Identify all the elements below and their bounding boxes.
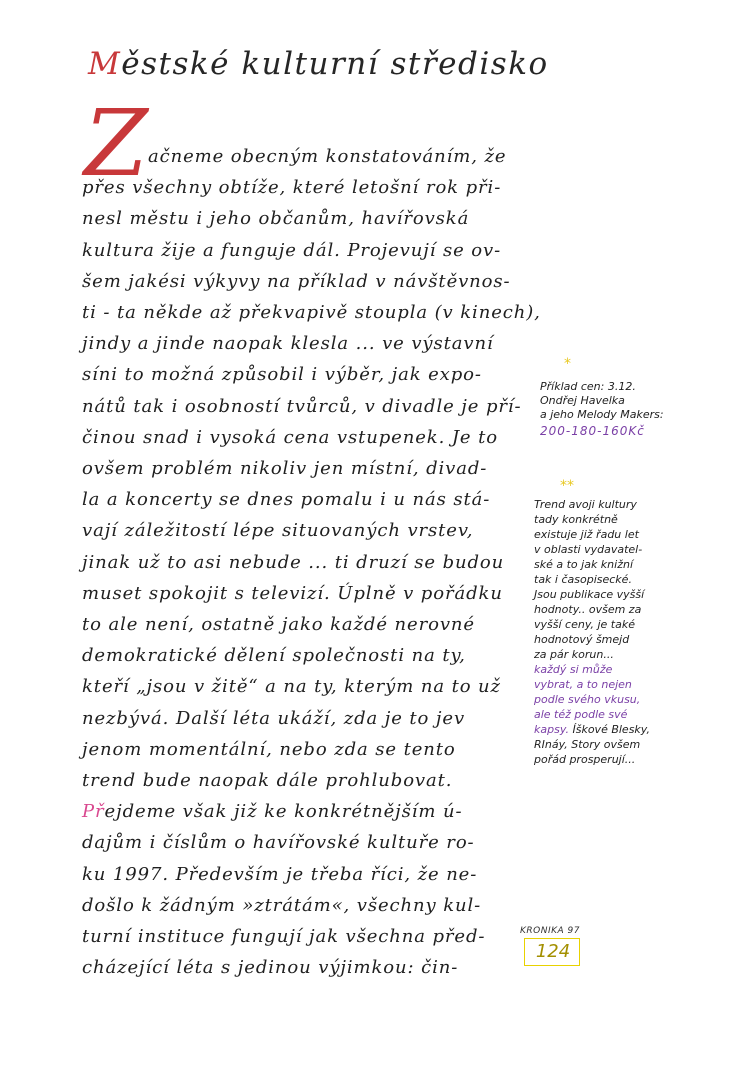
body-line-text: jindy a jinde naopak klesla ... ve výstavní xyxy=(82,333,494,354)
body-line xyxy=(82,770,452,792)
body-line-text: dajům i číslům o havířovské kultuře ro- xyxy=(82,832,475,853)
body-line xyxy=(82,708,465,730)
body-line-text: přes všechny obtíže, které letošní rok při- xyxy=(82,177,502,198)
body-line xyxy=(148,146,506,168)
note-purple-line: ale též podle své xyxy=(534,708,628,721)
body-line xyxy=(82,645,466,667)
body-line xyxy=(82,520,473,542)
body-line xyxy=(82,364,482,386)
note-line: Příklad cen: 3.12. xyxy=(540,380,636,393)
body-line xyxy=(82,302,541,324)
note-line: Ondřej Havelka xyxy=(540,394,625,407)
body-line-text: ovšem problém nikoliv jen místní, divad- xyxy=(82,458,488,479)
note-line: existuje již řadu let xyxy=(534,528,639,541)
body-line-text: nesl městu i jeho občanům, havířovská xyxy=(82,208,470,229)
body-line-text: kteří „jsou v žitě“ a na ty, kterým na to už xyxy=(82,676,501,697)
body-line xyxy=(82,926,485,948)
note-line: vyšší ceny, je také xyxy=(534,618,635,631)
note-purple-text: kapsy. xyxy=(534,723,573,736)
body-line xyxy=(82,396,522,418)
note-line: hodnoty.. ovšem za xyxy=(534,603,642,616)
note-line: a jeho Melody Makers: xyxy=(540,408,664,421)
note-prices: 200-180-160Kč xyxy=(540,424,645,438)
note-purple-line: každý si může xyxy=(534,663,613,676)
body-line-text: ejdeme však již ke konkrétnějším ú- xyxy=(104,801,463,822)
body-line xyxy=(82,489,490,511)
body-line-text: činou snad i vysoká cena vstupenek. Je to xyxy=(82,427,498,448)
body-line xyxy=(82,333,494,355)
body-line-text: jinak už to asi nebude ... ti druzí se budou xyxy=(82,552,505,573)
body-line xyxy=(82,271,511,293)
body-line xyxy=(82,739,456,761)
body-line-text: la a koncerty se dnes pomalu i u nás stá- xyxy=(82,489,491,510)
footnote-double-star-icon: ** xyxy=(560,478,574,494)
note-line: RInáy, Story ovšem xyxy=(534,738,641,751)
note-text: Íškové Blesky, xyxy=(572,723,650,736)
page-number: 124 xyxy=(524,938,580,966)
paragraph-initial: Př xyxy=(82,801,105,822)
body-line-text: šem jakési výkyvy na příklad v návštěvnos- xyxy=(82,271,511,292)
footnote-star-icon: * xyxy=(564,356,571,372)
chronicle-label: KRONIKA 97 xyxy=(520,926,580,936)
body-line xyxy=(82,832,475,854)
note-line: ské a to jak knižní xyxy=(534,558,634,571)
drop-cap: Z xyxy=(84,90,148,197)
body-line-text: ti - ta někde až překvapivě stoupla (v kinech), xyxy=(82,302,541,323)
body-line-text: nátů tak i osobností tvůrců, v divadle je pří- xyxy=(82,396,522,417)
body-line-text: ku 1997. Především je třeba říci, že ne- xyxy=(82,864,478,885)
body-line-text: trend bude naopak dále prohlubovat. xyxy=(82,770,453,791)
note-line: Jsou publikace vyšší xyxy=(534,588,645,601)
note-line: v oblasti vydavatel- xyxy=(534,543,643,556)
body-line xyxy=(82,895,481,917)
body-line xyxy=(82,676,501,698)
body-line-text: demokratické dělení společnosti na ty, xyxy=(82,645,466,666)
body-line-text: jenom momentální, nebo zda se tento xyxy=(82,739,456,760)
body-line-text: to ale není, ostatně jako každé nerovné xyxy=(82,614,475,635)
body-line xyxy=(82,458,487,480)
note-line: tak i časopisecké. xyxy=(534,573,632,586)
note-line xyxy=(534,723,650,737)
body-line xyxy=(82,427,498,449)
body-line-text: kultura žije a funguje dál. Projevují se ov- xyxy=(82,240,502,261)
note-line: hodnotový šmejd xyxy=(534,633,630,646)
note-line: tady konkrétně xyxy=(534,513,618,526)
page-title xyxy=(88,46,549,82)
note-line: pořád prosperují... xyxy=(534,753,636,766)
body-line-text: vají záležitostí lépe situovaných vrstev, xyxy=(82,520,474,541)
body-line xyxy=(82,583,503,605)
body-line-text: ačneme obecným konstatováním, že xyxy=(148,146,507,167)
body-line xyxy=(82,177,501,199)
note-line: Trend avoji kultury xyxy=(534,498,637,511)
note-purple-line: podle svého vkusu, xyxy=(534,693,641,706)
body-line-text: turní instituce fungují jak všechna před- xyxy=(82,926,486,947)
title-rest: ěstské kulturní středisko xyxy=(121,46,549,82)
body-line-text: došlo k žádným »ztrátám«, všechny kul- xyxy=(82,895,482,916)
body-line xyxy=(82,801,463,823)
body-line xyxy=(82,208,469,230)
body-line-text: muset spokojit s televizí. Úplně v pořádku xyxy=(82,583,503,604)
body-line xyxy=(82,614,475,636)
body-line xyxy=(82,957,458,979)
body-line xyxy=(82,240,501,262)
body-line-text: cházející léta s jedinou výjimkou: čin- xyxy=(82,957,459,978)
body-line xyxy=(82,552,504,574)
body-line xyxy=(82,864,477,886)
note-line: za pár korun... xyxy=(534,648,614,661)
note-purple-line: vybrat, a to nejen xyxy=(534,678,632,691)
body-line-text: síni to možná způsobil i výběr, jak expo- xyxy=(82,364,482,385)
body-line-text: nezbývá. Další léta ukáží, zda je to jev xyxy=(82,708,466,729)
title-initial: M xyxy=(88,46,122,82)
